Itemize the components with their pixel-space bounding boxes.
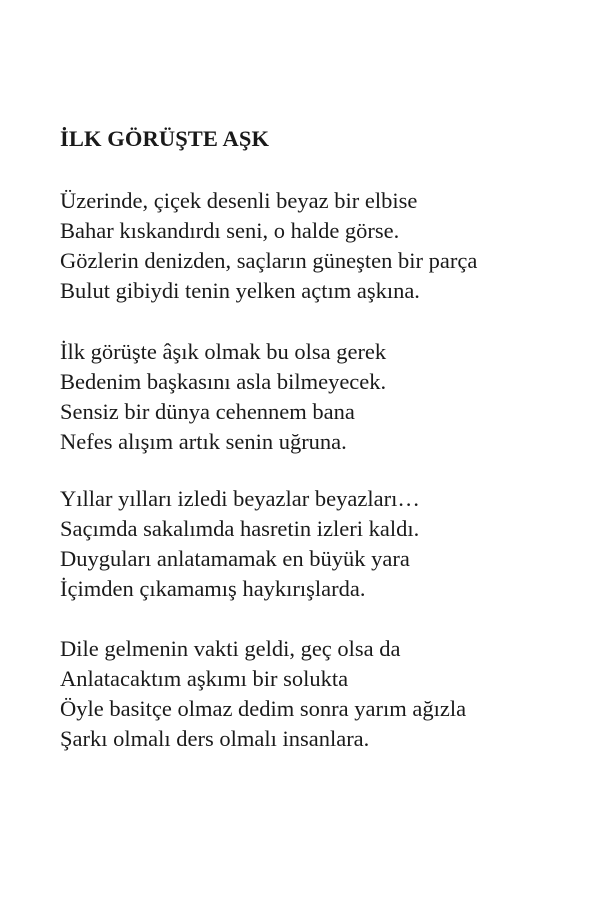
poem-line: Şarkı olmalı ders olmalı insanlara. [60, 726, 370, 751]
poem-line: İlk görüşte âşık olmak bu olsa gerek [60, 339, 387, 364]
poem-title: İLK GÖRÜŞTE AŞK [60, 126, 270, 151]
poem-line: Üzerinde, çiçek desenli beyaz bir elbise [60, 188, 418, 213]
poem-line: Bedenim başkasını asla bilmeyecek. [60, 369, 387, 394]
poem-line: Dile gelmenin vakti geldi, geç olsa da [60, 636, 401, 661]
poem-line: Gözlerin denizden, saçların güneşten bir parça [60, 248, 478, 273]
stanza-3 [60, 484, 420, 604]
poem-line: Duyguları anlatamamak en büyük yara [60, 546, 410, 571]
poem-line: Öyle basitçe olmaz dedim sonra yarım ağızla [60, 696, 467, 721]
poem-line: Yıllar yılları izledi beyazlar beyazları… [60, 486, 420, 511]
poem-line: Saçımda sakalımda hasretin izleri kaldı. [60, 516, 420, 541]
stanza-2 [60, 337, 386, 457]
poem-line: Anlatacaktım aşkımı bir solukta [60, 666, 349, 691]
stanza-4 [60, 634, 466, 754]
poem-line: Sensiz bir dünya cehennem bana [60, 399, 355, 424]
stanza-1 [60, 186, 477, 306]
poem-line: Nefes alışım artık senin uğruna. [60, 429, 347, 454]
poem-line: İçimden çıkamamış haykırışlarda. [60, 576, 366, 601]
poem-line: Bulut gibiydi tenin yelken açtım aşkına. [60, 278, 420, 303]
poem-line: Bahar kıskandırdı seni, o halde görse. [60, 218, 400, 243]
